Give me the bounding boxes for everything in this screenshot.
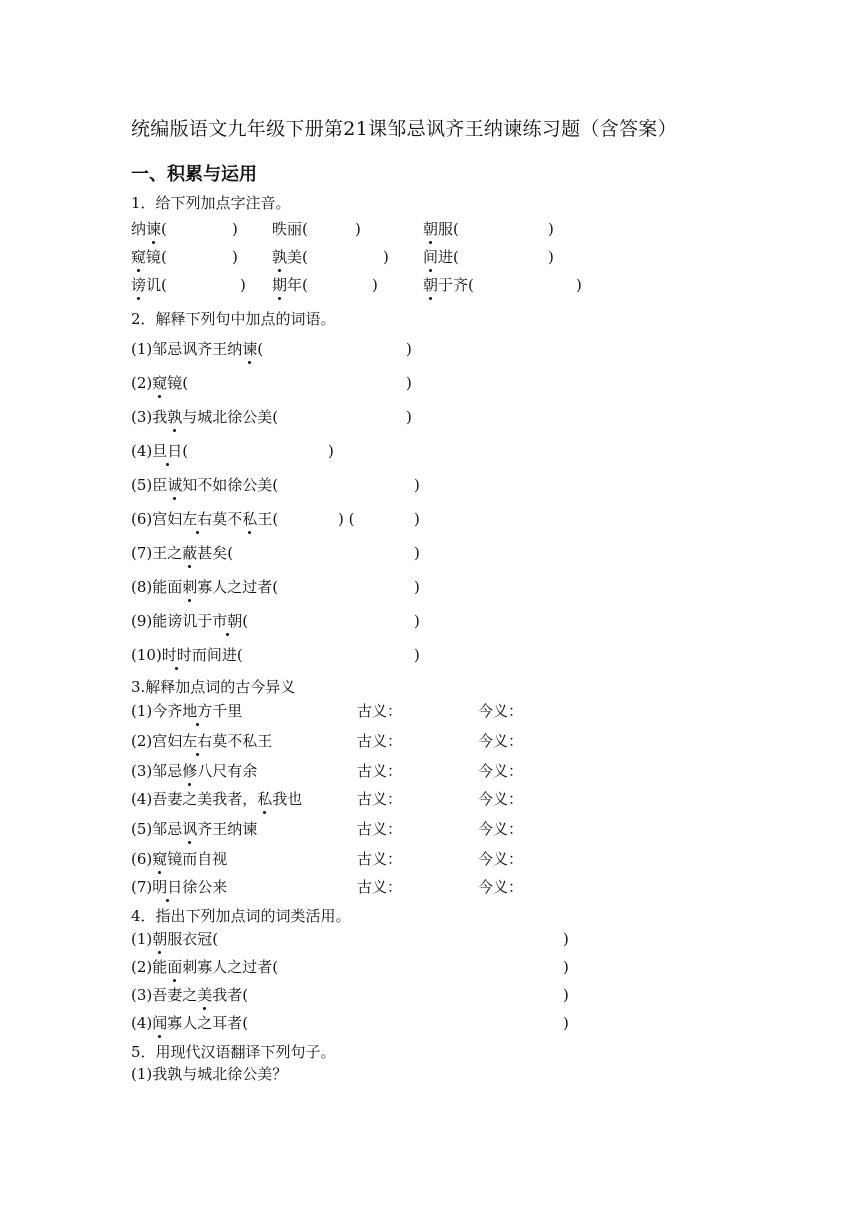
q4-close: ): [563, 1014, 569, 1032]
q2-close: ): [414, 612, 420, 630]
q2-close: ): [414, 476, 420, 494]
q3-gu-label: 古义：: [357, 790, 403, 808]
q2-heading: 2．解释下列句中加点的词语。: [131, 310, 336, 328]
q1-item-najian: 纳谏(: [131, 220, 167, 238]
q2-item-6: (6)宫妇左右莫不私王(: [131, 510, 279, 528]
q3-jin-label: 今义：: [478, 762, 524, 780]
q2-close: ): [414, 646, 420, 664]
q3-jin-label: 今义：: [478, 790, 524, 808]
q2-close: ): [414, 510, 420, 528]
q1-close: ): [232, 248, 238, 266]
q3-jin-label: 今义：: [478, 878, 524, 896]
q1-close: ): [232, 220, 238, 238]
q1-item-chaoyuqi: 朝于齐(: [423, 276, 474, 294]
q2-item-5: (5)臣诚知不如徐公美(: [131, 476, 279, 494]
q1-close: ): [240, 276, 246, 294]
q2-close: ): [414, 544, 420, 562]
q3-item-4: (4)吾妻之美我者，私我也: [131, 790, 303, 808]
q1-item-jianjin: 间进(: [423, 248, 459, 266]
q2-close: ): [406, 374, 412, 392]
q1-heading: 1．给下列加点字注音。: [131, 194, 291, 212]
q4-close: ): [563, 930, 569, 948]
q3-gu-label: 古义：: [357, 762, 403, 780]
q1-item-jinian: 期年(: [272, 276, 308, 294]
q2-close: ): [406, 408, 412, 426]
q4-item-3: (3)吾妻之美我者(: [131, 986, 249, 1004]
q3-gu-label: 古义：: [357, 850, 403, 868]
q1-close: ): [576, 276, 582, 294]
q1-item-shumei: 孰美(: [272, 248, 308, 266]
q4-close: ): [563, 958, 569, 976]
q1-item-bangji: 谤讥(: [131, 276, 167, 294]
q3-item-3: (3)邹忌修八尺有余: [131, 762, 258, 780]
q2-item-7: (7)王之蔽甚矣(: [131, 544, 234, 562]
q3-gu-label: 古义：: [357, 820, 403, 838]
q2-item-4: (4)旦日(: [131, 442, 189, 460]
q1-item-chaofu: 朝服(: [423, 220, 459, 238]
section-heading-1: 一、积累与运用: [131, 164, 257, 185]
q3-jin-label: 今义：: [478, 850, 524, 868]
q4-item-2: (2)能面刺寡人之过者(: [131, 958, 279, 976]
q1-item-yili: 昳丽(: [272, 220, 308, 238]
q4-item-4: (4)闻寡人之耳者(: [131, 1014, 249, 1032]
q2-item-2: (2)窥镜(: [131, 374, 189, 392]
q2-item-3: (3)我孰与城北徐公美(: [131, 408, 279, 426]
q1-close: ): [355, 220, 361, 238]
q3-jin-label: 今义：: [478, 820, 524, 838]
q2-mid: ) (: [338, 510, 355, 528]
q2-close: ): [414, 578, 420, 596]
document-title: 统编版语文九年级下册第21课邹忌讽齐王纳谏练习题（含答案）: [131, 118, 677, 140]
q4-heading: 4．指出下列加点词的词类活用。: [131, 907, 351, 925]
q2-item-9: (9)能谤讥于市朝(: [131, 612, 249, 630]
q5-heading: 5．用现代汉语翻译下列句子。: [131, 1043, 336, 1061]
q3-item-6: (6)窥镜而自视: [131, 850, 228, 868]
q2-item-10: (10)时时而间进(: [131, 646, 243, 664]
q1-close: ): [383, 248, 389, 266]
q3-heading: 3.解释加点词的古今异义: [131, 678, 296, 696]
q1-item-kuijing: 窥镜(: [131, 248, 167, 266]
q3-gu-label: 古义：: [357, 702, 403, 720]
q3-gu-label: 古义：: [357, 732, 403, 750]
q3-jin-label: 今义：: [478, 732, 524, 750]
q1-close: ): [548, 220, 554, 238]
q3-item-1: (1)今齐地方千里: [131, 702, 243, 720]
q3-jin-label: 今义：: [478, 702, 524, 720]
q2-item-8: (8)能面刺寡人之过者(: [131, 578, 279, 596]
q1-close: ): [548, 248, 554, 266]
q3-gu-label: 古义：: [357, 878, 403, 896]
q2-close: ): [406, 340, 412, 358]
q1-close: ): [372, 276, 378, 294]
q3-item-5: (5)邹忌讽齐王纳谏: [131, 820, 258, 838]
q4-close: ): [563, 986, 569, 1004]
q3-item-2: (2)宫妇左右莫不私王: [131, 732, 273, 750]
q2-close: ): [328, 442, 334, 460]
q5-item-1: (1)我孰与城北徐公美？: [131, 1065, 288, 1083]
q2-item-1: (1)邹忌讽齐王纳谏(: [131, 340, 264, 358]
q4-item-1: (1)朝服衣冠(: [131, 930, 219, 948]
q3-item-7: (7)明日徐公来: [131, 878, 228, 896]
